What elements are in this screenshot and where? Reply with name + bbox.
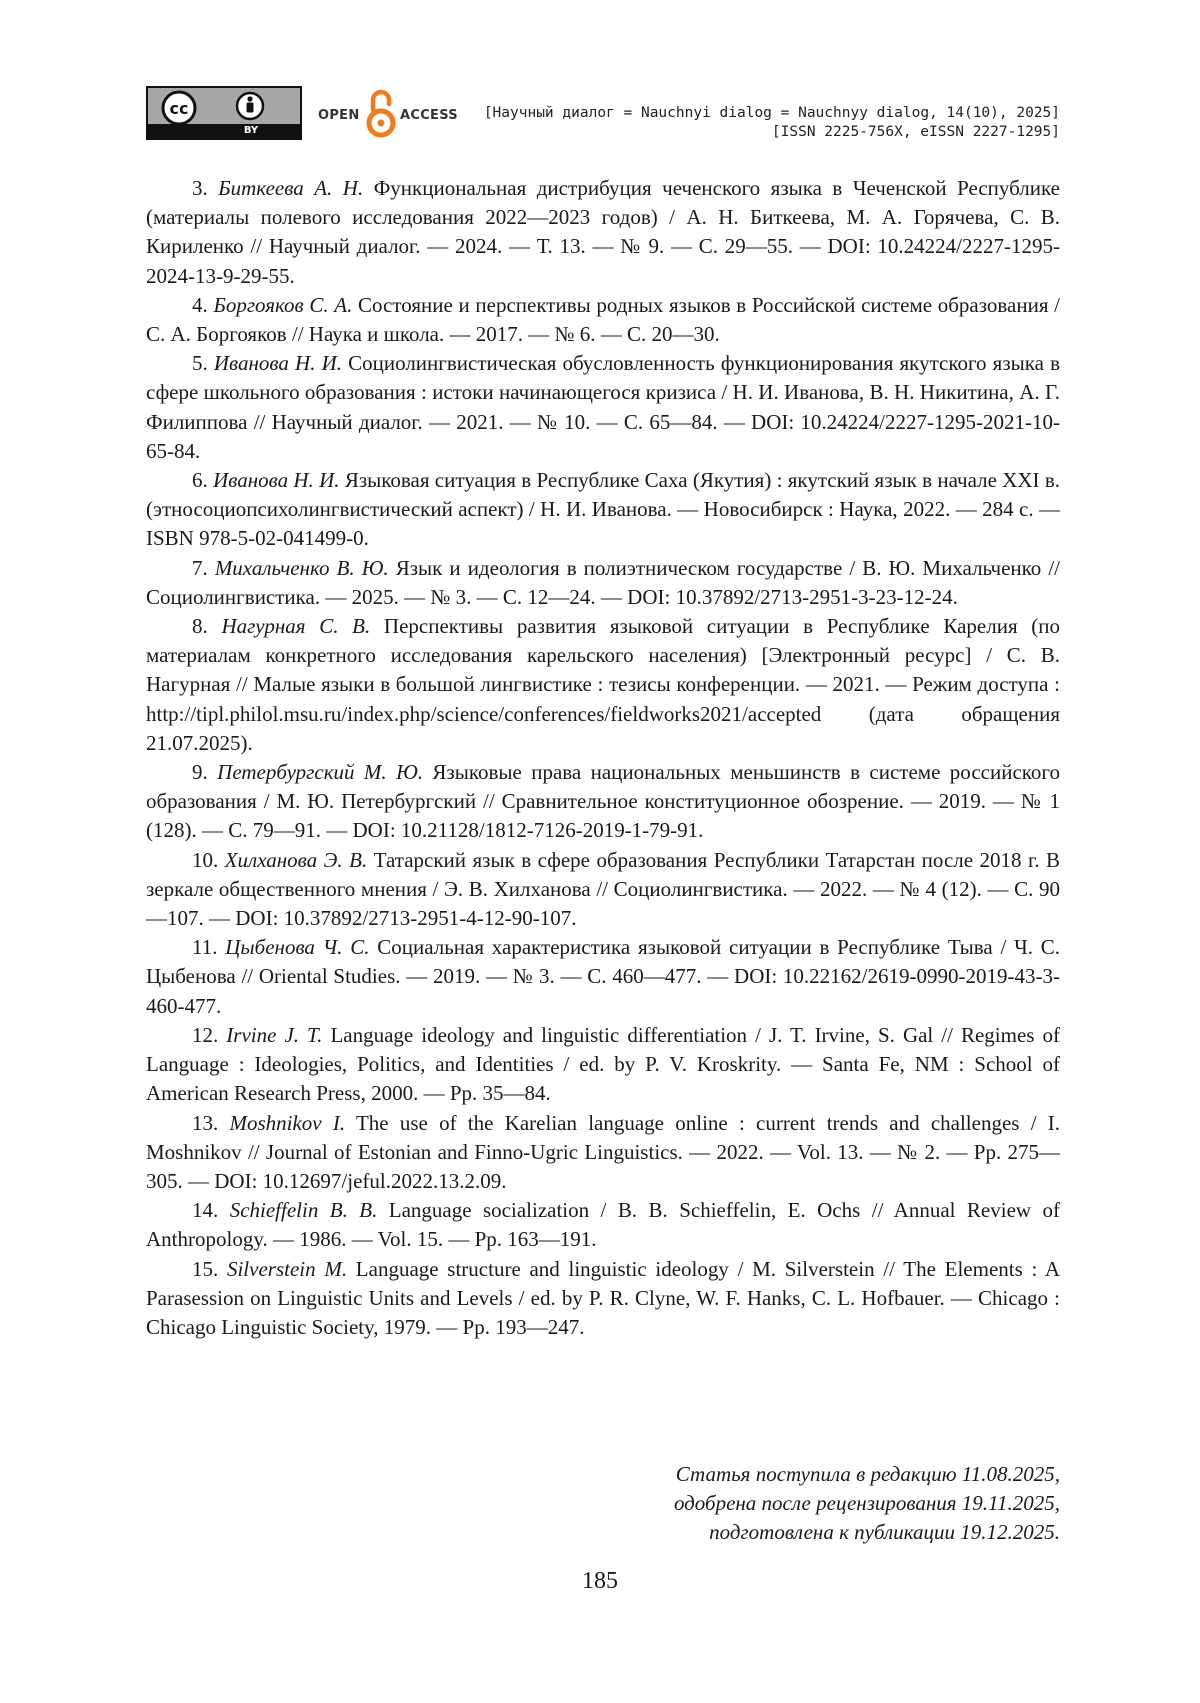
reference-item [146, 174, 1060, 291]
reference-number: 8. [192, 614, 208, 639]
reference-number: 13. [192, 1110, 219, 1135]
open-access-lock-icon [364, 86, 398, 142]
reference-author: Хилханова Э. В. [224, 847, 368, 872]
received-date: Статья поступила в редакцию 11.08.2025, [675, 1462, 1060, 1486]
reference-author: Нагурная С. В. [221, 614, 371, 639]
reference-author: Боргояков С. А. [213, 292, 353, 317]
reference-item [146, 758, 1060, 846]
reference-item [146, 554, 1060, 612]
approved-date: одобрена после рецензирования 19.11.2025, [673, 1491, 1060, 1516]
page-header [146, 86, 1060, 142]
reference-author: Петербургский М. Ю. [217, 760, 423, 785]
reference-number: 4. [192, 292, 208, 317]
page-number: 185 [582, 1568, 618, 1594]
reference-item [146, 1021, 1060, 1109]
open-access-logo [318, 86, 478, 142]
open-access-word-access: ACCESS [400, 108, 458, 123]
reference-number: 5. [192, 351, 208, 376]
reference-text: Языковые права национальных меньшинств в системе российского образования / М. Ю. Петербургский // Сравнительное конституционное обозрение. — 2019. — № 1 (128). — С. 79—91. — DOI: 10.21128/1812-7126-2019-1-79-91. [146, 760, 1060, 843]
cc-by-license-badge [146, 86, 302, 140]
journal-info [484, 104, 1060, 142]
reference-text: Перспективы развития языковой ситуации в Республике Карелия (по материалам конкретного исследования карельского населения) [Электронный ресурс] / С. В. Нагурная // Малые языки в большой лингвистике : тезисы конференции. — 2021. — Режим доступа : http://tipl.philol.msu.ru/index.php/science/conferences/fieldworks2021/accepted (дата обращения 21.07.2025). [146, 614, 1061, 755]
reference-text: The use of the Karelian language online : current trends and challenges / I. Moshnikov // Journal of Estonian and Finno-Ugric Linguistics. — 2022. — Vol. 13. — № 2. — Pp. 275—305. — DOI: 10.12697/jeful.2022.13.2.09. [146, 1110, 1060, 1193]
reference-text: Language structure and linguistic ideology / M. Silverstein // The Elements : A Parasession on Linguistic Units and Levels / ed. by P. R. Clyne, W. F. Hanks, C. L. Hofbauer. — Chicago : Chicago Linguistic Society, 1979. — Pp. 193—247. [146, 1256, 1061, 1339]
license-label: BY [243, 125, 259, 136]
reference-number: 15. [192, 1256, 219, 1281]
svg-text:cc: cc [169, 99, 189, 118]
reference-author: Schieffelin B. B. [229, 1198, 378, 1223]
reference-text: Язык и идеология в полиэтническом государстве / В. Ю. Михальченко // Социолингвистика. — 2025. — № 3. — С. 12—24. — DOI: 10.37892/2713-2951-3-23-12-24. [146, 555, 1061, 609]
reference-number: 10. [192, 847, 219, 872]
journal-issn: [ISSN 2225-756X, eISSN 2227-1295] [771, 124, 1060, 140]
reference-text: Language ideology and linguistic differentiation / J. T. Irvine, S. Gal // Regimes of Language : Ideologies, Politics, and Identities / ed. by P. V. Kroskrity. — Santa Fe, NM : School of American Research Press, 2000. — Pp. 35—84. [146, 1022, 1060, 1106]
reference-number: 6. [192, 468, 208, 493]
reference-number: 11. [192, 935, 218, 960]
reference-author: Биткеева А. Н. [218, 176, 364, 200]
reference-item [146, 466, 1060, 554]
reference-text: Языковая ситуация в Республике Саха (Якутия) : якутский язык в начале XXI в. (этносоциопсихолингвистический аспект) / Н. И. Иванова. — Новосибирск : Наука, 2022. — 284 с. — ISBN 978-5-02-041499-0. [146, 468, 1061, 551]
prepared-date: подготовлена к публикации 19.12.2025. [709, 1520, 1060, 1545]
reference-text: Социальная характеристика языковой ситуации в Республике Тыва / Ч. С. Цыбенова // Oriental Studies. — 2019. — № 3. — С. 460—477. — DOI: 10.22162/2619-0990-2019-43-3-460-477. [146, 935, 1061, 1018]
reference-number: 3. [192, 176, 208, 200]
reference-text: Language socialization / B. B. Schieffelin, E. Ochs // Annual Review of Anthropology. — 1986. — Vol. 15. — Pp. 163—191. [146, 1198, 1061, 1252]
reference-author: Иванова Н. И. [213, 468, 340, 493]
reference-text: Функциональная дистрибуция чеченского языка в Чеченской Республике (материалы полевого исследования 2022—2023 годов) / А. Н. Биткеева, М. А. Горячева, С. В. Кириленко // Научный диалог. — 2024. — Т. 13. — № 9. — С. 29—55. — DOI: 10.24224/2227-1295-2024-13-9-29-55. [146, 176, 1061, 288]
open-access-word-open: OPEN [318, 108, 360, 123]
reference-number: 12. [192, 1022, 219, 1047]
reference-number: 7. [192, 555, 208, 580]
reference-author: Михальченко В. Ю. [214, 555, 389, 580]
reference-item [146, 933, 1060, 1021]
cc-icon [152, 90, 292, 126]
journal-citation: [Научный диалог = Nauchnyi dialog = Nauchnyy dialog, 14(10), 2025] [483, 105, 1060, 121]
reference-number: 9. [192, 760, 208, 785]
reference-author: Moshnikov I. [229, 1110, 346, 1135]
reference-number: 14. [192, 1198, 219, 1223]
reference-item [146, 349, 1060, 466]
reference-text: Состояние и перспективы родных языков в Российской системе образования / С. А. Боргояков // Наука и школа. — 2017. — № 6. — С. 20—30. [146, 292, 1061, 347]
reference-item [146, 1109, 1060, 1197]
reference-author: Silverstein M. [226, 1256, 348, 1281]
reference-item [146, 291, 1060, 349]
reference-text: Социолингвистическая обусловленность функционирования якутского языка в сфере школьного образования : истоки начинающегося кризиса / Н. И. Иванова, В. Н. Никитина, А. Г. Филиппова // Научный диалог. — 2021. — № 10. — С. 65—84. — DOI: 10.24224/2227-1295-2021-10-65-84. [146, 351, 1060, 463]
reference-item [146, 846, 1060, 934]
reference-item [146, 612, 1060, 758]
reference-author: Цыбенова Ч. С. [225, 935, 370, 960]
reference-text: Татарский язык в сфере образования Республики Татарстан после 2018 г. В зеркале общественного мнения / Э. В. Хилханова // Социолингвистика. — 2022. — № 4 (12). — С. 90—107. — DOI: 10.37892/2713-2951-4-12-90-107. [146, 847, 1061, 931]
reference-list [146, 174, 1060, 1342]
reference-item [146, 1196, 1060, 1254]
reference-author: Irvine J. T. [226, 1022, 323, 1047]
reference-item [146, 1255, 1060, 1343]
reference-author: Иванова Н. И. [213, 351, 342, 376]
article-dates [674, 1460, 1060, 1548]
